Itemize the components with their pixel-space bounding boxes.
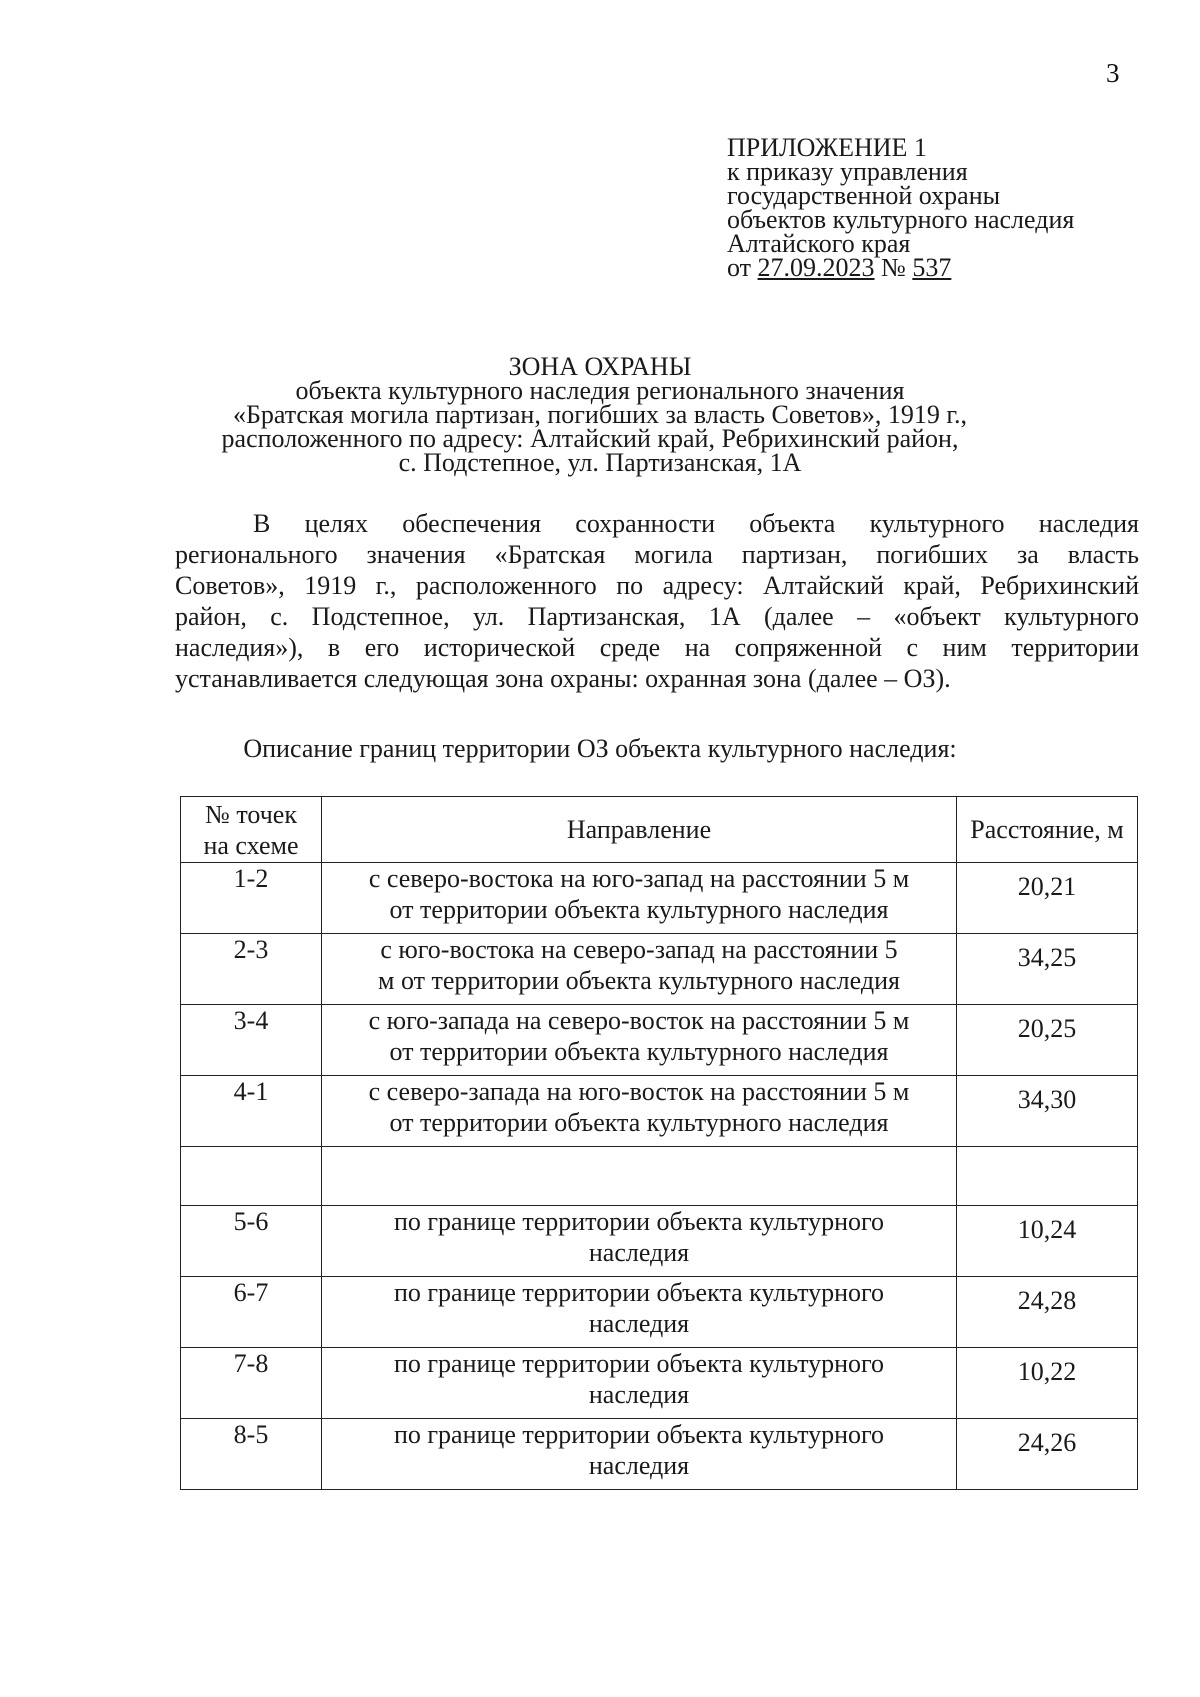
distance-cell: 10,24 (957, 1206, 1138, 1277)
direction-text: наследия (588, 1451, 690, 1480)
appendix-block (727, 133, 1075, 282)
direction-text: с северо-запада на юго-восток на расстоянии 5 м (368, 1077, 910, 1106)
table-row (181, 1348, 1138, 1419)
paragraph-line: В целях обеспечения сохранности объекта культурного наследия (253, 509, 1139, 538)
table-row (181, 1005, 1138, 1076)
table-row (181, 934, 1138, 1005)
date-prefix: от (727, 253, 758, 282)
direction-text: м от территории объекта культурного наследия (378, 966, 900, 995)
header-points (181, 797, 322, 863)
heading-title: ЗОНА ОХРАНЫ (508, 352, 692, 381)
direction-cell (322, 1147, 957, 1206)
direction-text: с юго-востока на северо-запад на расстоянии 5 (380, 935, 898, 964)
distance-cell: 24,28 (957, 1277, 1138, 1348)
table-row (181, 863, 1138, 934)
paragraph-line: регионального значения «Братская могила партизан, погибших за власть (175, 540, 1139, 569)
paragraph-line: Советов», 1919 г., расположенного по адресу: Алтайский край, Ребрихинский (175, 571, 1139, 600)
direction-text: наследия (588, 1238, 690, 1267)
distance-cell: 24,26 (957, 1419, 1138, 1490)
page-number: 3 (1106, 58, 1120, 88)
distance-cell: 20,21 (957, 863, 1138, 934)
table-row (181, 1419, 1138, 1490)
number-sign: № (874, 253, 913, 282)
direction-text: от территории объекта культурного наследия (389, 1108, 889, 1137)
points-cell: 6-7 (181, 1277, 322, 1348)
appendix-line: государственной охраны (727, 181, 1001, 210)
header-points-line: на схеме (203, 830, 299, 860)
direction-cell (322, 934, 957, 1005)
direction-cell (322, 1277, 957, 1348)
points-cell: 3-4 (181, 1005, 322, 1076)
distance-cell: 10,22 (957, 1348, 1138, 1419)
direction-text: по границе территории объекта культурного (393, 1278, 885, 1307)
direction-cell (322, 1206, 957, 1277)
boundary-table (180, 796, 1138, 1490)
points-cell: 7-8 (181, 1348, 322, 1419)
points-cell: 5-6 (181, 1206, 322, 1277)
table-row (181, 1277, 1138, 1348)
direction-text: по границе территории объекта культурного (393, 1420, 885, 1449)
order-number: 537 (912, 253, 952, 282)
direction-text: от территории объекта культурного наследия (389, 1037, 889, 1066)
direction-cell (322, 1076, 957, 1147)
direction-text: от территории объекта культурного наследия (389, 895, 889, 924)
distance-cell: 34,30 (957, 1076, 1138, 1147)
header-direction: Направление (322, 797, 957, 863)
distance-cell: 20,25 (957, 1005, 1138, 1076)
distance-cell: 34,25 (957, 934, 1138, 1005)
direction-text: по границе территории объекта культурного (393, 1349, 885, 1378)
appendix-title: ПРИЛОЖЕНИЕ 1 (727, 133, 927, 162)
table-header-row (181, 797, 1138, 863)
heading-line: объекта культурного наследия регионального значения (295, 376, 905, 405)
order-date: 27.09.2023 (757, 253, 875, 282)
points-cell: 1-2 (181, 863, 322, 934)
appendix-line: к приказу управления (727, 157, 968, 186)
paragraph-line: устанавливается следующая зона охраны: охранная зона (далее – ОЗ). (175, 664, 951, 693)
appendix-line: Алтайского края (727, 229, 911, 258)
direction-text: с северо-востока на юго-запад на расстоянии 5 м (368, 864, 910, 893)
direction-text: с юго-запада на северо-восток на расстоянии 5 м (368, 1006, 910, 1035)
header-points-line: № точек (205, 799, 297, 829)
points-cell (181, 1147, 322, 1206)
table-row-empty (181, 1147, 1138, 1206)
appendix-line: объектов культурного наследия (727, 205, 1075, 234)
direction-cell (322, 1419, 957, 1490)
appendix-date-line (727, 253, 1074, 282)
distance-cell (957, 1147, 1138, 1206)
heading-line: расположенного по адресу: Алтайский край, Ребрихинский район, (221, 424, 959, 453)
points-cell: 2-3 (181, 934, 322, 1005)
table-row (181, 1076, 1138, 1147)
document-heading (0, 352, 1200, 477)
points-cell: 8-5 (181, 1419, 322, 1490)
direction-cell (322, 1005, 957, 1076)
paragraph-line: район, с. Подстепное, ул. Партизанская, 1А (далее – «объект культурного (175, 602, 1139, 631)
points-cell: 4-1 (181, 1076, 322, 1147)
direction-cell (322, 863, 957, 934)
body-paragraph (175, 508, 1139, 694)
direction-text: наследия (588, 1380, 690, 1409)
table-caption: Описание границ территории ОЗ объекта культурного наследия: (243, 734, 957, 763)
heading-line: с. Подстепное, ул. Партизанская, 1А (398, 448, 802, 477)
heading-line: «Братская могила партизан, погибших за власть Советов», 1919 г., (232, 400, 968, 429)
direction-cell (322, 1348, 957, 1419)
direction-text: по границе территории объекта культурного (393, 1207, 885, 1236)
direction-text: наследия (588, 1309, 690, 1338)
table-row (181, 1206, 1138, 1277)
paragraph-line: наследия»), в его исторической среде на сопряженной с ним территории (175, 633, 1139, 662)
header-distance: Расстояние, м (957, 797, 1138, 863)
